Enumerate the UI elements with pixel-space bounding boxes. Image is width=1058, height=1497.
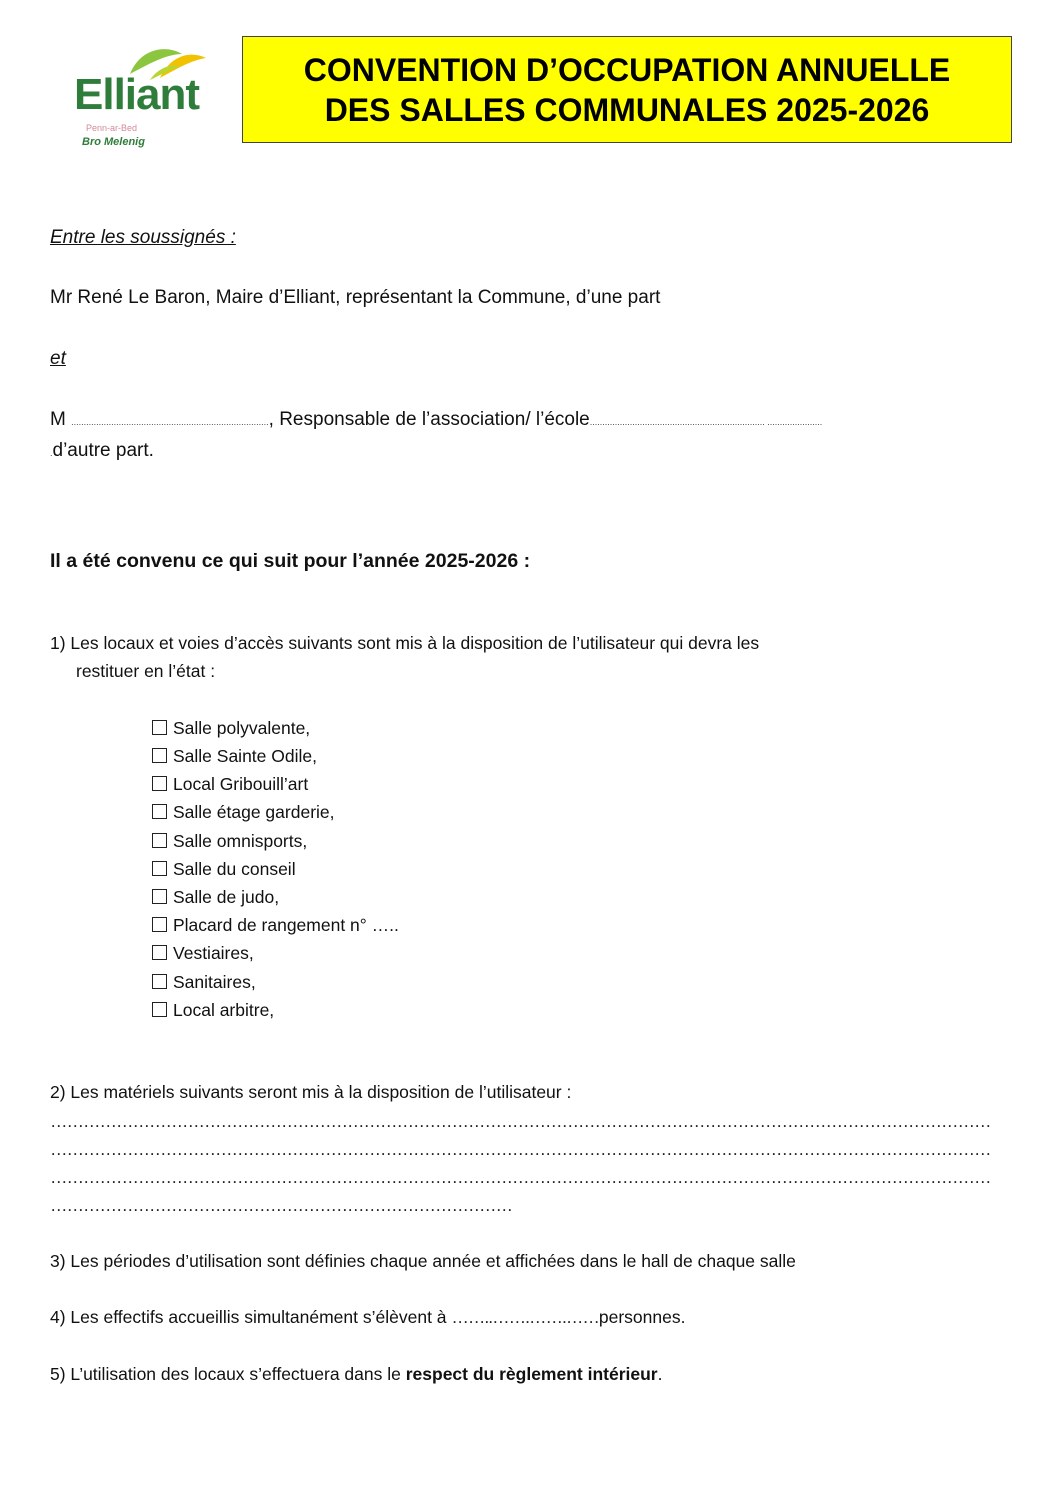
party-commune: Mr René Le Baron, Maire d’Elliant, représentant la Commune, d’une part — [50, 287, 661, 308]
clause-4-suffix: personnes. — [598, 1307, 686, 1327]
premises-label: Salle étage garderie, — [173, 802, 335, 822]
premises-item — [152, 717, 310, 739]
logo-wordmark: Elliant — [74, 70, 200, 119]
title-line-2: DES SALLES COMMUNALES 2025-2026 — [324, 91, 930, 128]
party2-suffix: d’autre part. — [52, 440, 154, 461]
checkbox[interactable] — [152, 861, 167, 876]
premises-label: Sanitaires, — [173, 972, 256, 992]
checkbox[interactable] — [152, 833, 167, 848]
premises-label: Salle de judo, — [173, 887, 280, 907]
premises-item — [152, 886, 279, 908]
premises-label: Vestiaires, — [173, 943, 254, 963]
premises-item — [152, 830, 307, 852]
name-fill-dots: ............................................................................... — [71, 417, 269, 427]
title-line-1: CONVENTION D’OCCUPATION ANNUELLE — [303, 51, 951, 88]
elliant-logo — [70, 44, 220, 156]
premises-label: Placard de rangement n° ….. — [173, 915, 399, 935]
clause-4-prefix: 4) Les effectifs accueillis simultanément s’élèvent à — [50, 1307, 452, 1327]
checkbox[interactable] — [152, 945, 167, 960]
clause-5-prefix: 5) L’utilisation des locaux s’effectuera dans le — [50, 1364, 406, 1384]
premises-item — [152, 971, 256, 993]
checkbox[interactable] — [152, 1002, 167, 1017]
premises-label: Salle Sainte Odile, — [173, 746, 317, 766]
party2-middle: , Responsable de l’association/ l’école — [268, 409, 590, 430]
checkbox[interactable] — [152, 974, 167, 989]
equipment-fill-line: ……………………………………………………………………………………………………………………………………………………… — [50, 1139, 991, 1159]
checkbox[interactable] — [152, 776, 167, 791]
party-association-line-2 — [50, 439, 154, 465]
logo-subtitle-penn-ar-bed: Penn-ar-Bed — [86, 123, 138, 133]
line2-dot: . — [50, 448, 53, 458]
clause-5-bold: respect du règlement intérieur — [405, 1364, 658, 1384]
clause-3-text: 3) Les périodes d’utilisation sont définies chaque année et affichées dans le hall de chaque salle — [50, 1251, 796, 1271]
equipment-fill-line: ………………………………………………………………………… — [50, 1195, 512, 1215]
equipment-fill-line: ……………………………………………………………………………………………………………………………………………………… — [50, 1167, 991, 1187]
association-fill-dots: ...................................................................... ...................... — [589, 417, 823, 427]
checkbox[interactable] — [152, 748, 167, 763]
checkbox[interactable] — [152, 917, 167, 932]
premises-item — [152, 858, 296, 880]
premises-item — [152, 801, 335, 823]
premises-label: Salle omnisports, — [173, 831, 308, 851]
premises-label: Local Gribouill’art — [173, 774, 309, 794]
party2-prefix: M — [50, 409, 66, 430]
premises-item — [152, 914, 399, 936]
agreement-heading: Il a été convenu ce qui suit pour l’année 2025-2026 : — [50, 550, 531, 572]
clause-1-line-2: restituer en l’état : — [76, 661, 216, 681]
checkbox[interactable] — [152, 889, 167, 904]
clause-2-text: 2) Les matériels suivants seront mis à la disposition de l’utilisateur : — [50, 1082, 572, 1102]
premises-item — [152, 773, 308, 795]
clause-4-text — [50, 1306, 685, 1328]
headcount-fill-dots: ……..…….…….…… — [451, 1307, 599, 1327]
premises-label: Salle polyvalente, — [173, 718, 311, 738]
document-title-box — [242, 36, 1012, 143]
premises-item — [152, 942, 254, 964]
premises-label: Local arbitre, — [173, 1000, 275, 1020]
premises-item — [152, 999, 274, 1021]
logo-subtitle-bro-melenig: Bro Melenig — [82, 136, 145, 148]
clause-5-text — [50, 1363, 663, 1385]
clause-5-suffix: . — [657, 1364, 663, 1384]
equipment-fill-line: ……………………………………………………………………………………………………………………………………………………… — [50, 1111, 991, 1131]
clause-1-line-1: 1) Les locaux et voies d’accès suivants sont mis à la disposition de l’utilisateur qui devra les — [50, 633, 760, 653]
and-label: et — [50, 348, 66, 369]
premises-label: Salle du conseil — [173, 859, 296, 879]
parties-intro: Entre les soussignés : — [50, 227, 236, 248]
party-association-line — [50, 408, 822, 434]
premises-item — [152, 745, 317, 767]
checkbox[interactable] — [152, 804, 167, 819]
checkbox[interactable] — [152, 720, 167, 735]
